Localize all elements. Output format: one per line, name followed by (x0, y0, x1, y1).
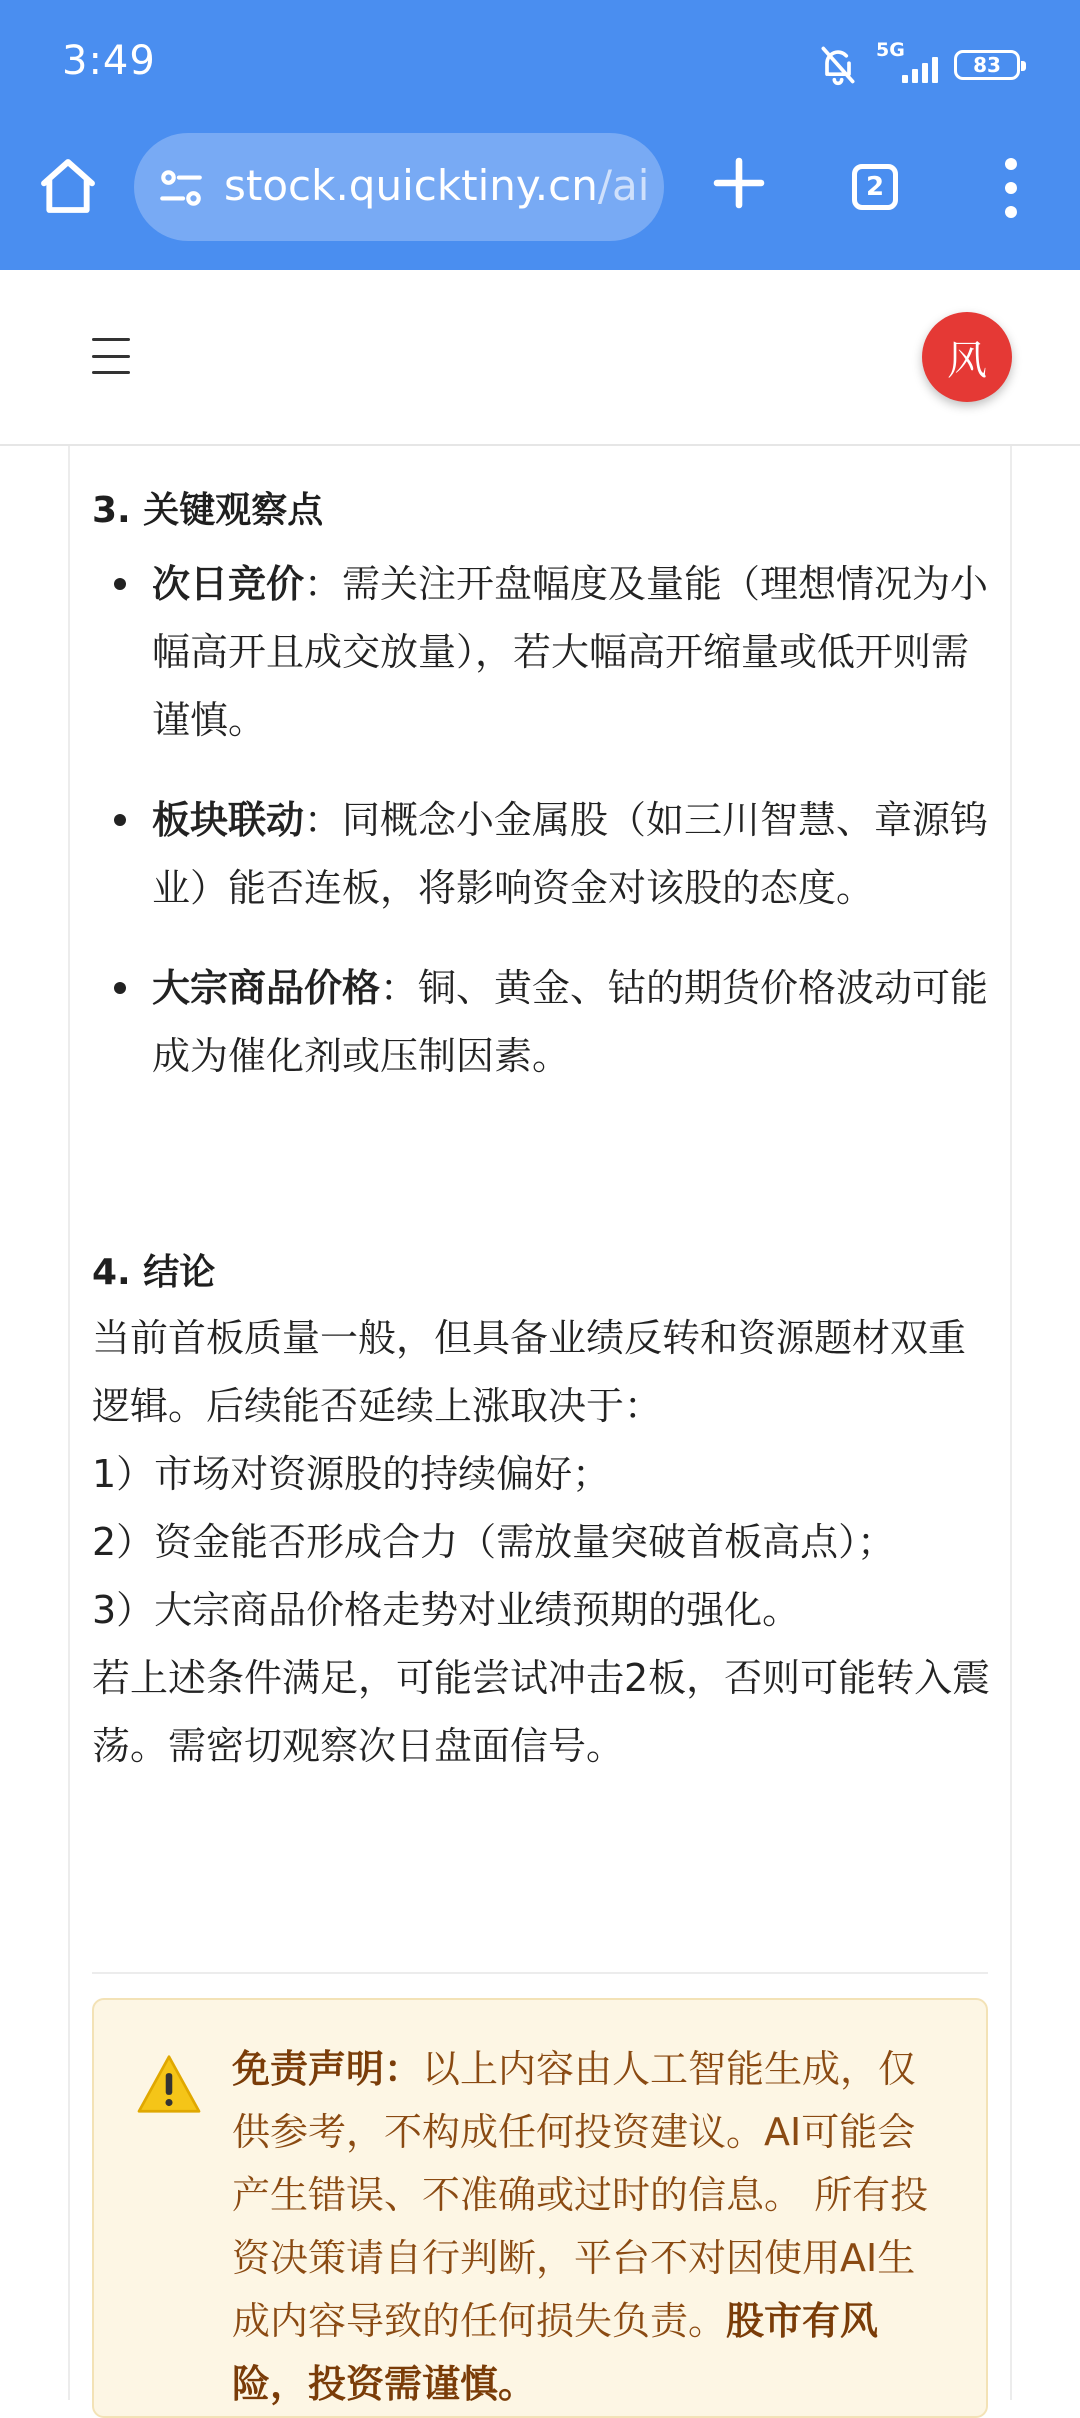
list-item: 板块联动：同概念小金属股（如三川智慧、章源钨业）能否连板，将影响资金对该股的态度。 (92, 786, 992, 922)
disclaimer-body: 以上内容由人工智能生成，仅供参考，不构成任何投资建议。AI可能会产生错误、不准确或过时的信息。 所有投资决策请自行判断，平台不对因使用AI生成内容导致的任何损失负责。 (232, 2047, 929, 2343)
list-item: 次日竞价：需关注开盘幅度及量能（理想情况为小幅高开且成交放量），若大幅高开缩量或低开则需谨慎。 (92, 550, 992, 754)
list-item-text: 需关注开盘幅度及量能（理想情况为小幅高开且成交放量），若大幅高开缩量或低开则需谨慎。 (152, 562, 989, 742)
url-domain: stock.quicktiny.cn (224, 161, 598, 210)
tab-switcher-button[interactable] (852, 164, 898, 210)
user-avatar[interactable]: 风 (922, 312, 1012, 402)
conclusion-line: 1）市场对资源股的持续偏好； (92, 1452, 611, 1496)
warning-icon (136, 2054, 202, 2114)
list-item-text: 铜、黄金、钴的期货价格波动可能成为催化剂或压制因素。 (152, 966, 989, 1078)
browser-chrome (0, 0, 1080, 270)
content-divider (92, 1972, 988, 1974)
bell-muted-icon (816, 43, 860, 87)
risk-warning: 股市有风险，投资需谨慎。 (232, 2299, 879, 2406)
site-settings-icon[interactable] (156, 163, 206, 213)
network-type: 5G (876, 39, 905, 61)
battery-level: 83 (973, 53, 1001, 77)
site-header (0, 270, 1080, 446)
new-tab-icon[interactable] (706, 150, 772, 216)
disclaimer-box (92, 1998, 988, 2418)
tab-count: 2 (865, 172, 885, 202)
status-time: 3:49 (62, 38, 156, 84)
conclusion-paragraph (92, 1304, 992, 1780)
disclaimer-label: 免责声明： (232, 2047, 423, 2091)
signal-icon (876, 39, 938, 87)
section-4-heading: 4. 结论 (92, 1252, 216, 1293)
observation-list (92, 550, 992, 1122)
list-item-text: 同概念小金属股（如三川智慧、章源钨业）能否连板，将影响资金对该股的态度。 (152, 798, 989, 910)
conclusion-line: 若上述条件满足，可能尝试冲击2板，否则可能转入震荡。需密切观察次日盘面信号。 (92, 1656, 991, 1768)
list-item-term: 板块联动 (152, 798, 305, 842)
section-3-heading: 3. 关键观察点 (92, 490, 324, 531)
status-icons (816, 40, 1020, 90)
conclusion-line: 3）大宗商品价格走势对业绩预期的强化。 (92, 1588, 801, 1632)
list-item-term: 次日竞价 (152, 562, 305, 606)
battery-icon (954, 50, 1020, 80)
browser-toolbar (0, 128, 1080, 248)
address-bar[interactable] (134, 133, 664, 241)
home-icon[interactable] (36, 154, 100, 218)
url-text[interactable] (224, 161, 649, 210)
hamburger-menu-icon[interactable] (92, 338, 130, 374)
signal-bars (902, 57, 938, 83)
conclusion-line: 2）资金能否形成合力（需放量突破首板高点）； (92, 1520, 896, 1564)
more-menu-icon[interactable] (990, 158, 1032, 218)
list-item: 大宗商品价格：铜、黄金、钴的期货价格波动可能成为催化剂或压制因素。 (92, 954, 992, 1090)
url-path: /ai (597, 161, 650, 210)
list-item-term: 大宗商品价格 (152, 966, 381, 1010)
conclusion-line: 当前首板质量一般，但具备业绩反转和资源题材双重逻辑。后续能否延续上涨取决于： (92, 1316, 967, 1428)
disclaimer-text (232, 2038, 952, 2416)
